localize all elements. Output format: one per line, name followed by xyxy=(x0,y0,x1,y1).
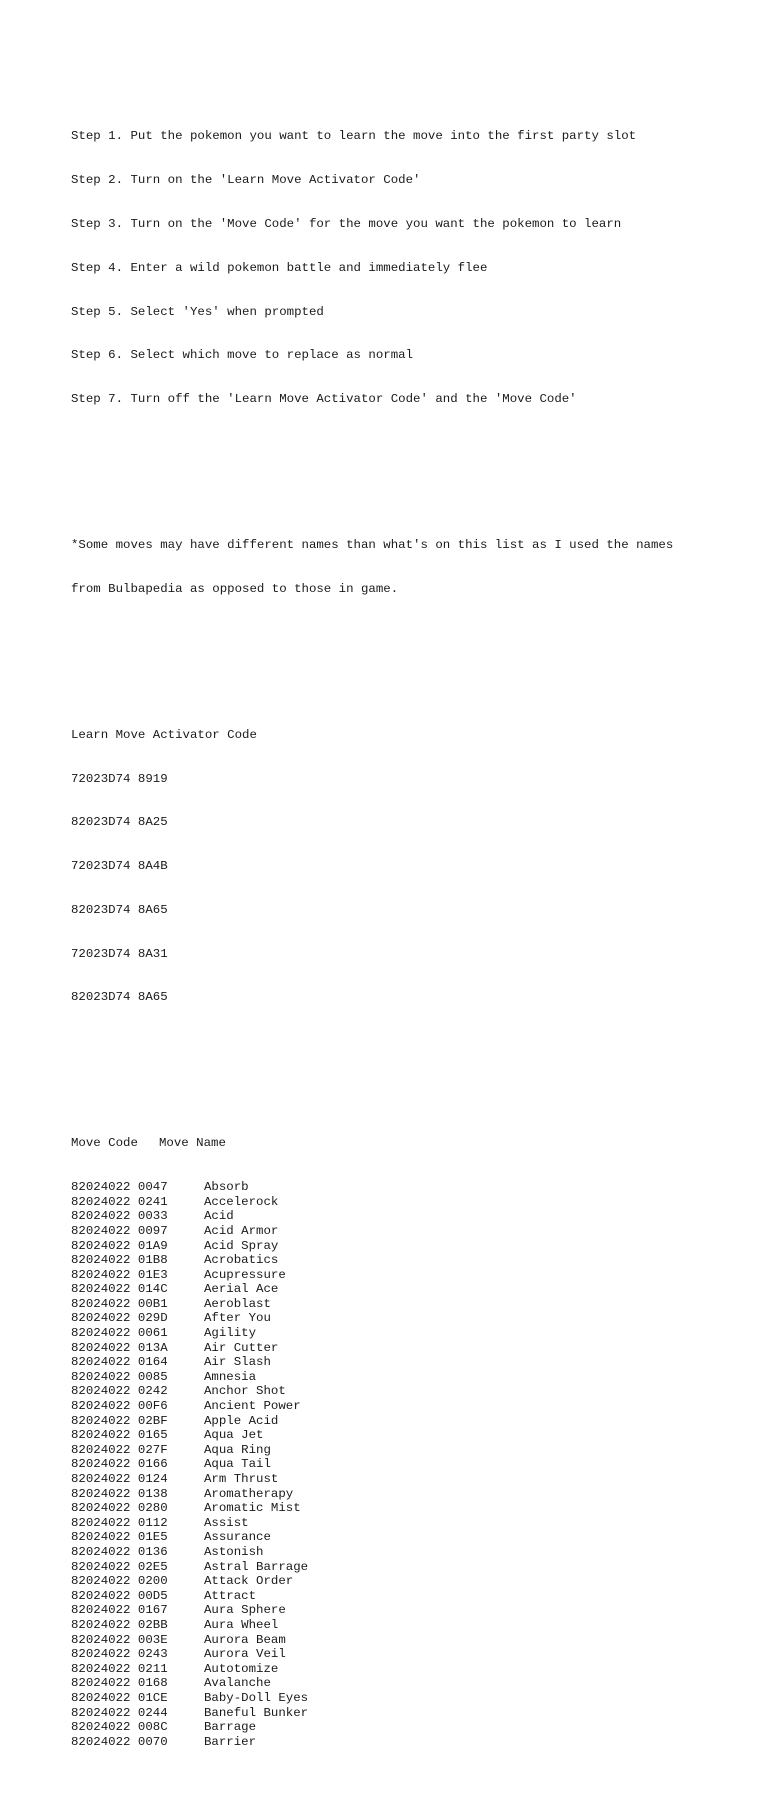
move-name: Aqua Ring xyxy=(204,1442,271,1457)
table-row xyxy=(71,1224,711,1239)
table-row xyxy=(71,1195,711,1210)
move-code: 82024022 0033 xyxy=(71,1209,168,1224)
move-name-header: Move Name xyxy=(159,1136,226,1151)
move-code: 82024022 00B1 xyxy=(71,1296,168,1311)
move-code: 82024022 0200 xyxy=(71,1574,168,1589)
move-name: Astonish xyxy=(204,1544,264,1559)
move-name: Aeroblast xyxy=(204,1296,271,1311)
move-code: 82024022 008C xyxy=(71,1720,168,1735)
table-row xyxy=(71,1180,711,1195)
table-row xyxy=(71,1341,711,1356)
table-row xyxy=(71,1589,711,1604)
move-code: 82024022 00F6 xyxy=(71,1399,168,1414)
move-name: Acid Spray xyxy=(204,1238,279,1253)
move-code: 82024022 013A xyxy=(71,1340,168,1355)
table-row xyxy=(71,1209,711,1224)
move-code: 82024022 0244 xyxy=(71,1705,168,1720)
document-page xyxy=(71,71,711,1793)
step-line: Step 6. Select which move to replace as normal xyxy=(71,348,414,363)
move-code: 82024022 0166 xyxy=(71,1457,168,1472)
move-name: Amnesia xyxy=(204,1369,257,1384)
move-name: Aurora Beam xyxy=(204,1632,286,1647)
move-code: 82024022 0243 xyxy=(71,1647,168,1662)
step-line: Step 3. Turn on the 'Move Code' for the move you want the pokemon to learn xyxy=(71,216,622,231)
move-name: Assist xyxy=(204,1515,249,1530)
table-row xyxy=(71,1253,711,1268)
move-table-header xyxy=(71,1136,711,1151)
move-code: 82024022 0167 xyxy=(71,1603,168,1618)
move-name: Air Cutter xyxy=(204,1340,279,1355)
move-code: 82024022 0097 xyxy=(71,1223,168,1238)
step-line: Step 4. Enter a wild pokemon battle and immediately flee xyxy=(71,260,488,275)
table-row xyxy=(71,1487,711,1502)
table-row xyxy=(71,1530,711,1545)
table-row xyxy=(71,1647,711,1662)
move-name: Aromatic Mist xyxy=(204,1501,301,1516)
table-row xyxy=(71,1560,711,1575)
move-code: 82024022 0047 xyxy=(71,1180,168,1195)
move-name: Acrobatics xyxy=(204,1253,279,1268)
move-code: 82024022 014C xyxy=(71,1282,168,1297)
table-row xyxy=(71,1676,711,1691)
table-row xyxy=(71,1516,711,1531)
table-row xyxy=(71,1428,711,1443)
move-code: 82024022 02BB xyxy=(71,1617,168,1632)
move-code-header: Move Code xyxy=(71,1136,138,1151)
table-row xyxy=(71,1297,711,1312)
move-name: Acid Armor xyxy=(204,1223,279,1238)
move-name: Agility xyxy=(204,1326,257,1341)
move-rows xyxy=(71,1180,711,1749)
move-code: 82024022 0085 xyxy=(71,1369,168,1384)
move-code: 82024022 0124 xyxy=(71,1472,168,1486)
table-row xyxy=(71,1706,711,1721)
move-name: Barrier xyxy=(204,1734,257,1749)
activator-title: Learn Move Activator Code xyxy=(71,727,257,742)
table-row xyxy=(71,1633,711,1648)
move-name: Autotomize xyxy=(204,1661,279,1676)
move-name: Acupressure xyxy=(204,1267,286,1282)
move-name: Ancient Power xyxy=(204,1399,301,1414)
activator-code: 72023D74 8A4B xyxy=(71,859,168,874)
table-row xyxy=(71,1355,711,1370)
spacer xyxy=(71,1063,711,1078)
move-name: Aurora Veil xyxy=(204,1647,286,1662)
activator-code: 82023D74 8A65 xyxy=(71,902,168,917)
spacer xyxy=(71,465,711,480)
move-name: Aromatherapy xyxy=(204,1486,294,1501)
move-name: Absorb xyxy=(204,1180,249,1195)
move-code: 82024022 00D5 xyxy=(71,1588,168,1603)
step-line: Step 1. Put the pokemon you want to learn the move into the first party slot xyxy=(71,129,637,144)
move-code: 82024022 01E5 xyxy=(71,1530,168,1545)
move-code: 82024022 0070 xyxy=(71,1734,168,1749)
move-name: Apple Acid xyxy=(204,1413,279,1428)
move-name: Baneful Bunker xyxy=(204,1705,309,1720)
note xyxy=(71,509,711,626)
table-row xyxy=(71,1282,711,1297)
move-code: 82024022 0112 xyxy=(71,1515,168,1530)
table-row xyxy=(71,1399,711,1414)
move-code: 82024022 0138 xyxy=(71,1486,168,1501)
move-name: Accelerock xyxy=(204,1194,279,1209)
table-row xyxy=(71,1414,711,1429)
step-line: Step 2. Turn on the 'Learn Move Activator Code' xyxy=(71,173,421,188)
move-code: 82024022 0280 xyxy=(71,1501,168,1516)
move-code: 82024022 003E xyxy=(71,1632,168,1647)
table-row xyxy=(71,1311,711,1326)
move-table xyxy=(71,1107,711,1778)
move-name: Acid xyxy=(204,1209,234,1224)
move-name: Aura Sphere xyxy=(204,1603,286,1618)
move-name: Astral Barrage xyxy=(204,1559,309,1574)
move-name: Avalanche xyxy=(204,1676,271,1691)
note-line: from Bulbapedia as opposed to those in game. xyxy=(71,581,399,596)
table-row xyxy=(71,1326,711,1341)
table-row xyxy=(71,1268,711,1283)
move-code: 82024022 01A9 xyxy=(71,1238,168,1253)
table-row xyxy=(71,1691,711,1706)
note-line: *Some moves may have different names than what's on this list as I used the names xyxy=(71,538,674,552)
move-name: Aura Wheel xyxy=(204,1617,279,1632)
move-code: 82024022 0061 xyxy=(71,1326,168,1341)
table-row xyxy=(71,1472,711,1487)
step-line: Step 5. Select 'Yes' when prompted xyxy=(71,304,324,319)
table-row xyxy=(71,1370,711,1385)
move-code: 82024022 027F xyxy=(71,1442,168,1457)
move-name: Aqua Tail xyxy=(204,1457,271,1472)
activator-code: 82023D74 8A65 xyxy=(71,990,168,1005)
table-row xyxy=(71,1735,711,1750)
move-code: 82024022 0164 xyxy=(71,1355,168,1370)
move-name: Attack Order xyxy=(204,1574,294,1589)
move-code: 82024022 0136 xyxy=(71,1544,168,1559)
move-code: 82024022 01E3 xyxy=(71,1267,168,1282)
move-code: 82024022 0242 xyxy=(71,1384,168,1399)
move-name: Assurance xyxy=(204,1530,271,1545)
table-row xyxy=(71,1239,711,1254)
table-row xyxy=(71,1603,711,1618)
move-name: Barrage xyxy=(204,1720,257,1735)
activator-section xyxy=(71,699,711,1035)
table-row xyxy=(71,1384,711,1399)
move-name: Baby-Doll Eyes xyxy=(204,1690,309,1705)
move-code: 82024022 02E5 xyxy=(71,1559,168,1574)
move-code: 82024022 0165 xyxy=(71,1428,168,1443)
move-name: Anchor Shot xyxy=(204,1384,286,1399)
table-row xyxy=(71,1457,711,1472)
move-code: 82024022 029D xyxy=(71,1311,168,1326)
move-code: 82024022 01B8 xyxy=(71,1253,168,1268)
move-name: Aqua Jet xyxy=(204,1428,264,1443)
table-row xyxy=(71,1662,711,1677)
move-code: 82024022 02BF xyxy=(71,1413,168,1428)
move-name: After You xyxy=(204,1311,271,1326)
move-name: Attract xyxy=(204,1588,257,1603)
table-row xyxy=(71,1501,711,1516)
instructions xyxy=(71,100,711,436)
activator-code: 72023D74 8919 xyxy=(71,771,168,786)
move-code: 82024022 0168 xyxy=(71,1676,168,1691)
move-name: Arm Thrust xyxy=(204,1472,279,1486)
table-row xyxy=(71,1545,711,1560)
table-row xyxy=(71,1720,711,1735)
table-row xyxy=(71,1443,711,1458)
table-row xyxy=(71,1574,711,1589)
move-code: 82024022 01CE xyxy=(71,1690,168,1705)
move-code: 82024022 0211 xyxy=(71,1661,168,1676)
step-line: Step 7. Turn off the 'Learn Move Activator Code' and the 'Move Code' xyxy=(71,392,577,407)
move-code: 82024022 0241 xyxy=(71,1194,168,1209)
spacer xyxy=(71,655,711,670)
activator-code: 82023D74 8A25 xyxy=(71,815,168,830)
move-name: Air Slash xyxy=(204,1355,271,1370)
move-name: Aerial Ace xyxy=(204,1282,279,1297)
table-row xyxy=(71,1618,711,1633)
activator-code: 72023D74 8A31 xyxy=(71,946,168,961)
